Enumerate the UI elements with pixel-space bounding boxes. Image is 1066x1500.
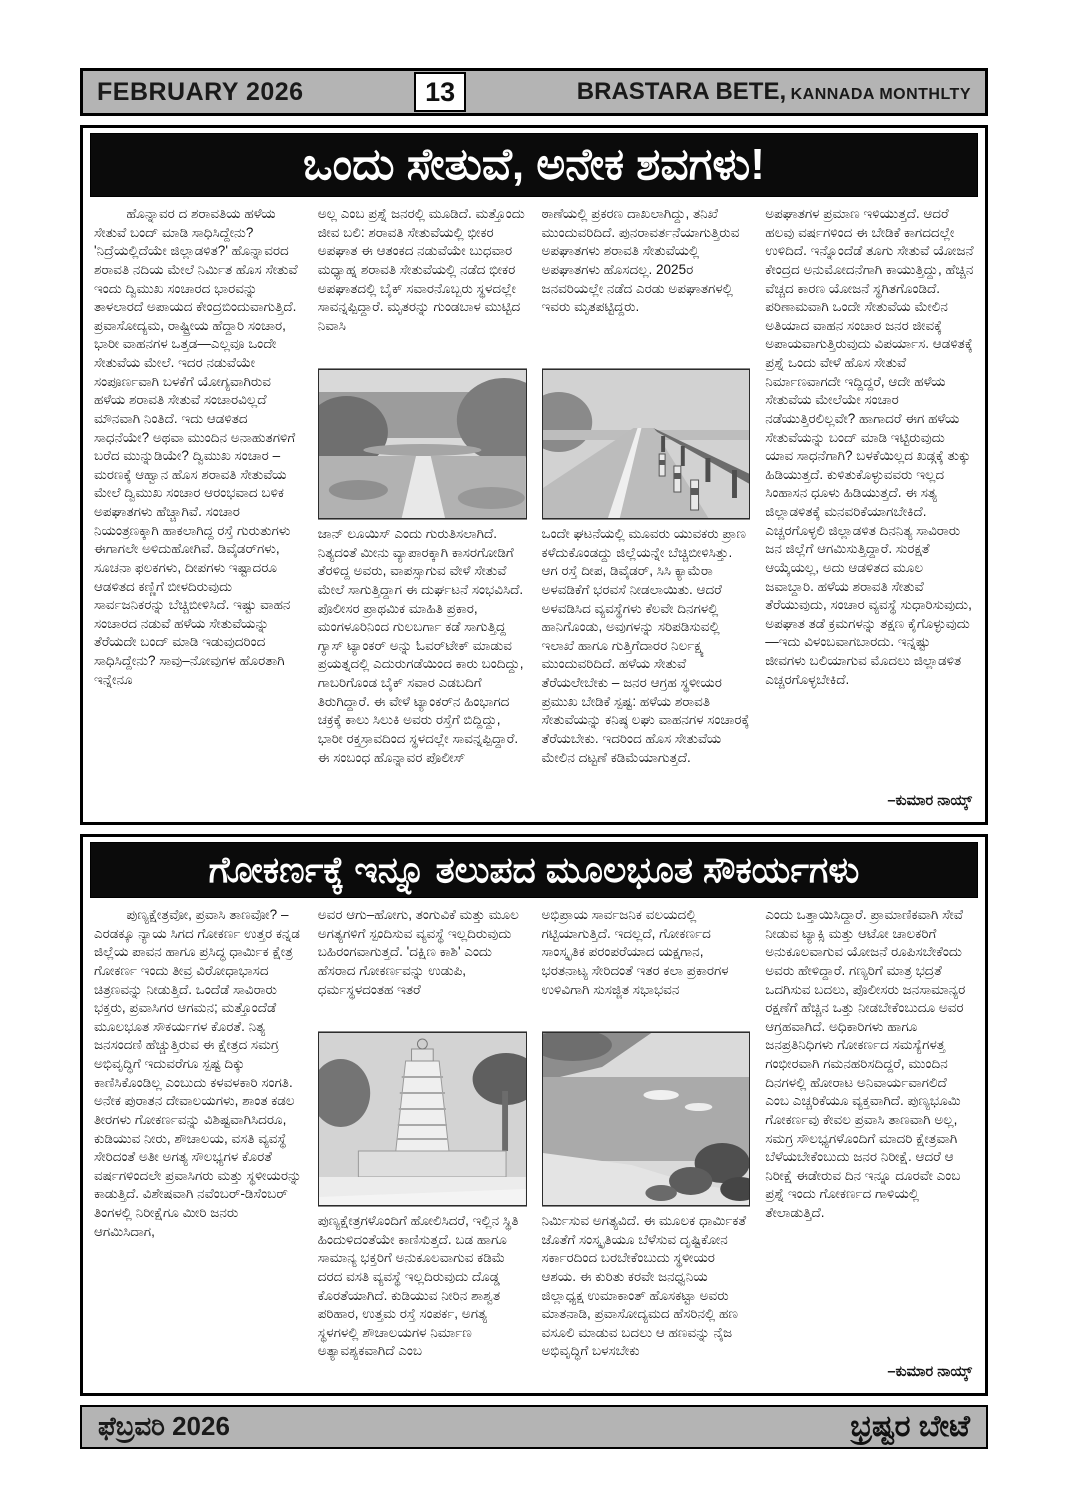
article-bridge-body [90, 197, 978, 817]
article-bridge-col3-top-text: ಠಾಣೆಯಲ್ಲಿ ಪ್ರಕರಣ ದಾಖಲಾಗಿದ್ದು, ತನಿಖೆ ಮುಂದುವರಿದಿದೆ. ಪುನರಾವರ್ತನೆಯಾಗುತ್ತಿರುವ ಅಪಘಾತಗಳು ಶರಾವತಿ ಸೇತುವೆಯಲ್ಲಿ ಅಪಘಾತಗಳು ಹೊಸದಲ್ಲ. 2025ರ ಜನವರಿಯಲ್ಲೇ ನಡೆದ ಎರಡು ಅಪಘಾತಗಳಲ್ಲಿ ಇವರು ಮೃತಪಟ್ಟಿದ್ದರು. [541, 206, 740, 315]
gokarna-temple-illustration [319, 1033, 526, 1205]
footer-bar [80, 1405, 988, 1449]
article-gokarna-body [90, 898, 978, 1388]
masthead-title: BRASTARA BETE, [576, 78, 787, 105]
article-gokarna-col1-text: ಪುಣ್ಯಕ್ಷೇತ್ರವೋ, ಪ್ರವಾಸಿ ತಾಣವೋ? – ಎರಡಕ್ಕೂ ನ್ಯಾಯ ಸಿಗದ ಗೋಕರ್ಣ ಉತ್ತರ ಕನ್ನಡ ಜಿಲ್ಲೆಯ ಪಾವನ ಹಾಗೂ ಪ್ರಸಿದ್ಧ ಧಾರ್ಮಿಕ ಕ್ಷೇತ್ರ ಗೋಕರ್ಣ ಇಂದು ತೀವ್ರ ವಿರೋಧಾಭಾಸದ ಚಿತ್ರಣವನ್ನು ನೀಡುತ್ತಿದೆ. ಒಂದೆಡೆ ಸಾವಿರಾರು ಭಕ್ತರು, ಪ್ರವಾಸಿಗರ ಆಗಮನ; ಮತ್ತೊಂದೆಡೆ ಮೂಲಭೂತ ಸೌಕರ್ಯಗಳ ಕೊರತೆ. ನಿತ್ಯ ಜನಸಂದಣಿ ಹೆಚ್ಚುತ್ತಿರುವ ಈ ಕ್ಷೇತ್ರದ ಸಮಗ್ರ ಅಭಿವೃದ್ಧಿಗೆ ಇದುವರೆಗೂ ಸ್ಪಷ್ಟ ದಿಕ್ಕು ಕಾಣಿಸಿಕೊಂಡಿಲ್ಲ ಎಂಬುದು ಕಳವಳಕಾರಿ ಸಂಗತಿ. ಅನೇಕ ಪುರಾತನ ದೇವಾಲಯಗಳು, ಶಾಂತ ಕಡಲ ತೀರಗಳು ಗೋಕರ್ಣವನ್ನು ವಿಶಿಷ್ಟವಾಗಿಸಿದರೂ, ಕುಡಿಯುವ ನೀರು, ಶೌಚಾಲಯ, ವಸತಿ ವ್ಯವಸ್ಥೆ ಸೇರಿದಂತೆ ಅತೀ ಅಗತ್ಯ ಸೌಲಭ್ಯಗಳ ಕೊರತೆ ವರ್ಷಗಳಿಂದಲೇ ಪ್ರವಾಸಿಗರು ಮತ್ತು ಸ್ಥಳೀಯರನ್ನು ಕಾಡುತ್ತಿದೆ. ವಿಶೇಷವಾಗಿ ನವೆಂಬರ್-ಡಿಸೆಂಬರ್ ತಿಂಗಳಲ್ಲಿ ನಿರೀಕ್ಷೆಗೂ ಮೀರಿ ಜನರು ಆಗಮಿಸಿದಾಗ, [94, 907, 302, 1239]
article-gokarna-col3 [542, 906, 751, 1384]
photo-new-bridge-roadway [542, 369, 751, 519]
article-bridge-col3-bottom-text: ಒಂದೇ ಘಟನೆಯಲ್ಲಿ ಮೂವರು ಯುವಕರು ಪ್ರಾಣ ಕಳೆದುಕೊಂಡದ್ದು ಜಿಲ್ಲೆಯನ್ನೇ ಬೆಚ್ಚಿಬೀಳಿಸಿತ್ತು. ಆಗ ರಸ್ತೆ ದೀಪ, ಡಿವೈಡರ್, ಸಿಸಿ ಕ್ಯಾಮೆರಾ ಅಳವಡಿಕೆಗೆ ಭರವಸೆ ನೀಡಲಾಯಿತು. ಆದರೆ ಅಳವಡಿಸಿದ ವ್ಯವಸ್ಥೆಗಳು ಕೆಲವೇ ದಿನಗಳಲ್ಲಿ ಹಾನಿಗೊಂಡು, ಅವುಗಳನ್ನು ಸರಿಪಡಿಸುವಲ್ಲಿ ಇಲಾಖೆ ಹಾಗೂ ಗುತ್ತಿಗೆದಾರರ ನಿರ್ಲಕ್ಷ್ಯ ಮುಂದುವರಿದಿದೆ. ಹಳೆಯ ಸೇತುವೆ ತೆರೆಯಲೇಬೇಕು – ಜನರ ಆಗ್ರಹ ಸ್ಥಳೀಯರ ಪ್ರಮುಖ ಬೇಡಿಕೆ ಸ್ಪಷ್ಟ: ಹಳೆಯ ಶರಾವತಿ ಸೇತುವೆಯನ್ನು ಕನಿಷ್ಠ ಲಘು ವಾಹನಗಳ ಸಂಚಾರಕ್ಕೆ ತೆರೆಯಬೇಕು. ಇದರಿಂದ ಹೊಸ ಸೇತುವೆಯ ಮೇಲಿನ ದಟ್ಟಣೆ ಕಡಿಮೆಯಾಗುತ್ತದೆ. [541, 526, 750, 765]
article-gokarna [80, 834, 988, 1396]
article-gokarna-col2-bottom-text: ಪುಣ್ಯಕ್ಷೇತ್ರಗಳೊಂದಿಗೆ ಹೋಲಿಸಿದರೆ, ಇಲ್ಲಿನ ಸ್ಥಿತಿ ಹಿಂದುಳಿದಂತೆಯೇ ಕಾಣಿಸುತ್ತದೆ. ಬಡ ಹಾಗೂ ಸಾಮಾನ್ಯ ಭಕ್ತರಿಗೆ ಅನುಕೂಲವಾಗುವ ಕಡಿಮೆ ದರದ ವಸತಿ ವ್ಯವಸ್ಥೆ ಇಲ್ಲದಿರುವುದು ದೊಡ್ಡ ಕೊರತೆಯಾಗಿದೆ. ಕುಡಿಯುವ ನೀರಿನ ಶಾಶ್ವತ ಪರಿಹಾರ, ಉತ್ತಮ ರಸ್ತೆ ಸಂಪರ್ಕ, ಅಗತ್ಯ ಸ್ಥಳಗಳಲ್ಲಿ ಶೌಚಾಲಯಗಳ ನಿರ್ಮಾಣ ಅತ್ಯಾವಶ್ಯಕವಾಗಿದೆ ಎಂಬ [317, 1213, 519, 1359]
photo-gokarna-temple [318, 1032, 527, 1206]
article-bridge-col3 [542, 205, 751, 813]
article-bridge-byline: –ಕುಮಾರ ನಾಯ್ಕ್ [887, 793, 972, 809]
photo-gokarna-beach [542, 1032, 751, 1206]
article-gokarna-col3-bottom-text: ನಿರ್ಮಿಸುವ ಅಗತ್ಯವಿದೆ. ಈ ಮೂಲಕ ಧಾರ್ಮಿಕತೆ ಜೊತೆಗೆ ಸಂಸ್ಕೃತಿಯೂ ಬೆಳೆಸುವ ದೃಷ್ಟಿಕೋನ ಸರ್ಕಾರದಿಂದ ಬರಬೇಕೆಂಬುದು ಸ್ಥಳೀಯರ ಆಶಯ. ಈ ಕುರಿತು ಕರವೇ ಜನಧ್ವನಿಯ ಜಿಲ್ಲಾಧ್ಯಕ್ಷ ಉಮಾಕಾಂತ್ ಹೊಸಕಟ್ಟಾ ಅವರು ಮಾತನಾಡಿ, ಪ್ರವಾಸೋದ್ಯಮದ ಹೆಸರಿನಲ್ಲಿ ಹಣ ವಸೂಲಿ ಮಾಡುವ ಬದಲು ಆ ಹಣವನ್ನು ನೈಜ ಅಭಿವೃದ್ಧಿಗೆ ಬಳಸಬೇಕು [541, 1213, 747, 1359]
page-number: 13 [414, 72, 466, 112]
article-bridge-col2 [318, 205, 527, 813]
article-bridge-col2-top-text: ಅಲ್ಲ ಎಂಬ ಪ್ರಶ್ನೆ ಜನರಲ್ಲಿ ಮೂಡಿದೆ. ಮತ್ತೊಂದು ಜೀವ ಬಲಿ: ಶರಾವತಿ ಸೇತುವೆಯಲ್ಲಿ ಭೀಕರ ಅಪಘಾತ ಈ ಆತಂಕದ ನಡುವೆಯೇ ಬುಧವಾರ ಮಧ್ಯಾಹ್ನ ಶರಾವತಿ ಸೇತುವೆಯಲ್ಲಿ ನಡೆದ ಭೀಕರ ಅಪಘಾತದಲ್ಲಿ ಬೈಕ್ ಸವಾರನೊಬ್ಬರು ಸ್ಥಳದಲ್ಲೇ ಸಾವನ್ನಪ್ಪಿದ್ದಾರೆ. ಮೃತರನ್ನು ಗುಂಡಬಾಳ ಮುಟ್ಟಿದ ನಿವಾಸಿ [317, 206, 525, 333]
article-bridge-headline: ಒಂದು ಸೇತುವೆ, ಅನೇಕ ಶವಗಳು! [90, 133, 978, 197]
issue-date: FEBRUARY 2026 [97, 77, 304, 106]
article-gokarna-col4-text: ಎಂದು ಒತ್ತಾಯಿಸಿದ್ದಾರೆ. ಪ್ರಾಮಾಣಿಕವಾಗಿ ಸೇವೆ ನೀಡುವ ಟ್ಯಾಕ್ಸಿ ಮತ್ತು ಆಟೋ ಚಾಲಕರಿಗೆ ಅನುಕೂಲವಾಗುವ ಯೋಜನೆ ರೂಪಿಸಬೇಕೆಂದು ಅವರು ಹೇಳಿದ್ದಾರೆ. ಗಣ್ಯರಿಗೆ ಮಾತ್ರ ಭದ್ರತೆ ಒದಗಿಸುವ ಬದಲು, ಪೊಲೀಸರು ಜನಸಾಮಾನ್ಯರ ರಕ್ಷಣೆಗೆ ಹೆಚ್ಚಿನ ಒತ್ತು ನೀಡಬೇಕೆಂಬುದೂ ಅವರ ಆಗ್ರಹವಾಗಿದೆ. ಅಧಿಕಾರಿಗಳು ಹಾಗೂ ಜನಪ್ರತಿನಿಧಿಗಳು ಗೋಕರ್ಣದ ಸಮಸ್ಯೆಗಳತ್ತ ಗಂಭೀರವಾಗಿ ಗಮನಹರಿಸದಿದ್ದರೆ, ಮುಂದಿನ ದಿನಗಳಲ್ಲಿ ಹೋರಾಟ ಅನಿವಾರ್ಯವಾಗಲಿದೆ ಎಂಬ ಎಚ್ಚರಿಕೆಯೂ ವ್ಯಕ್ತವಾಗಿದೆ. ಪುಣ್ಯಭೂಮಿ ಗೋಕರ್ಣವು ಕೇವಲ ಪ್ರವಾಸಿ ತಾಣವಾಗಿ ಅಲ್ಲ, ಸಮಗ್ರ ಸೌಲಭ್ಯಗಳೊಂದಿಗೆ ಮಾದರಿ ಕ್ಷೇತ್ರವಾಗಿ ಬೆಳೆಯಬೇಕೆಂಬುದು ಜನರ ನಿರೀಕ್ಷೆ. ಆದರೆ ಆ ನಿರೀಕ್ಷೆ ಈಡೇರುವ ದಿನ ಇನ್ನೂ ದೂರವೇ ಎಂಬ ಪ್ರಶ್ನೆ ಇಂದು ಗೋಕರ್ಣದ ಗಾಳಿಯಲ್ಲಿ ತೇಲಾಡುತ್ತಿದೆ. [765, 907, 966, 1220]
article-gokarna-col1 [94, 906, 303, 1384]
masthead [577, 78, 971, 106]
article-bridge-col4 [765, 205, 974, 813]
masthead-subtitle: KANNADA MONTHLTY [790, 86, 971, 103]
article-gokarna-byline: –ಕುಮಾರ ನಾಯ್ಕ್ [887, 1364, 972, 1380]
photo-old-bridge-approach [318, 369, 527, 519]
article-bridge-col1 [94, 205, 303, 813]
article-bridge [80, 125, 988, 825]
article-bridge-col4-text: ಅಪಘಾತಗಳ ಪ್ರಮಾಣ ಇಳಿಯುತ್ತದೆ. ಆದರೆ ಹಲವು ವರ್ಷಗಳಿಂದ ಈ ಬೇಡಿಕೆ ಕಾಗದದಲ್ಲೇ ಉಳಿದಿದೆ. ಇನ್ನೊಂದೆಡೆ ತೂಗು ಸೇತುವೆ ಯೋಜನೆ ಕೇಂದ್ರದ ಅನುಮೋದನೆಗಾಗಿ ಕಾಯುತ್ತಿದ್ದು, ಹೆಚ್ಚಿನ ವೆಚ್ಚದ ಕಾರಣ ಯೋಜನೆ ಸ್ಥಗಿತಗೊಂಡಿದೆ. ಪರಿಣಾಮವಾಗಿ ಒಂದೇ ಸೇತುವೆಯ ಮೇಲಿನ ಅತಿಯಾದ ವಾಹನ ಸಂಚಾರ ಜನರ ಜೀವಕ್ಕೆ ಅಪಾಯವಾಗುತ್ತಿರುವುದು ವಿಪರ್ಯಾಸ. ಆಡಳಿತಕ್ಕೆ ಪ್ರಶ್ನೆ ಒಂದು ವೇಳೆ ಹೊಸ ಸೇತುವೆ ನಿರ್ಮಾಣವಾಗದೇ ಇದ್ದಿದ್ದರೆ, ಆದೇ ಹಳೆಯ ಸೇತುವೆಯ ಮೇಲೆಯೇ ಸಂಚಾರ ನಡೆಯುತ್ತಿರಲಿಲ್ಲವೇ? ಹಾಗಾದರೆ ಈಗ ಹಳೆಯ ಸೇತುವೆಯನ್ನು ಬಂದ್ ಮಾಡಿ ಇಟ್ಟಿರುವುದು ಯಾವ ಸಾಧನೆಗಾಗಿ? ಬಳಕೆಯಿಲ್ಲದ ಖಡ್ಗಕ್ಕೆ ತುಕ್ಕು ಹಿಡಿಯುತ್ತದೆ. ಕುಳಿತುಕೊಳ್ಳುವವರು ಇಲ್ಲದ ಸಿಂಹಾಸನ ಧೂಳು ಹಿಡಿಯುತ್ತದೆ. ಈ ಸತ್ಯ ಜಿಲ್ಲಾಡಳಿತಕ್ಕೆ ಮನವರಿಕೆಯಾಗಬೇಕಿದೆ. ಎಚ್ಚರಗೊಳ್ಳಲಿ ಜಿಲ್ಲಾಡಳಿತ ದಿನನಿತ್ಯ ಸಾವಿರಾರು ಜನ ಜಿಲ್ಲೆಗೆ ಆಗಮಿಸುತ್ತಿದ್ದಾರೆ. ಸುರಕ್ಷತೆ ಆಯ್ಕೆಯಲ್ಲ, ಅದು ಆಡಳಿತದ ಮೂಲ ಜವಾಬ್ದಾರಿ. ಹಳೆಯ ಶರಾವತಿ ಸೇತುವೆ ತೆರೆಯುವುದು, ಸಂಚಾರ ವ್ಯವಸ್ಥೆ ಸುಧಾರಿಸುವುದು, ಅಪಘಾತ ತಡೆ ಕ್ರಮಗಳನ್ನು ತಕ್ಷಣ ಕೈಗೊಳ್ಳುವುದು—ಇದು ವಿಳಂಬವಾಗಬಾರದು. ಇನ್ನಷ್ಟು ಜೀವಗಳು ಬಲಿಯಾಗುವ ಮೊದಲು ಜಿಲ್ಲಾಡಳಿತ ಎಚ್ಚರಗೊಳ್ಳಬೇಕಿದೆ. [765, 206, 974, 687]
article-gokarna-col2-top-text: ಅವರ ಆಗು–ಹೋಗು, ತಂಗುವಿಕೆ ಮತ್ತು ಮೂಲ ಅಗತ್ಯಗಳಿಗೆ ಸ್ಪಂದಿಸುವ ವ್ಯವಸ್ಥೆ ಇಲ್ಲದಿರುವುದು ಬಹಿರಂಗವಾಗುತ್ತದೆ. 'ದಕ್ಷಿಣ ಕಾಶಿ' ಎಂದು ಹೆಸರಾದ ಗೋಕರ್ಣವನ್ನು ಉಡುಪಿ, ಧರ್ಮಸ್ಥಳದಂತಹ ಇತರೆ [317, 907, 519, 997]
gokarna-beach-illustration [543, 1033, 750, 1205]
article-gokarna-headline: ಗೋಕರ್ಣಕ್ಕೆ ಇನ್ನೂ ತಲುಪದ ಮೂಲಭೂತ ಸೌಕರ್ಯಗಳು [90, 842, 978, 898]
header-bar [80, 68, 988, 116]
footer-publication-name: ಭ್ರಷ್ಟರ ಬೇಟೆ [850, 1410, 970, 1443]
article-bridge-col2-bottom-text: ಜಾನ್ ಲೂಯಿಸ್ ಎಂದು ಗುರುತಿಸಲಾಗಿದೆ. ನಿತ್ಯದಂತೆ ಮೀನು ವ್ಯಾಪಾರಕ್ಕಾಗಿ ಕಾಸರಗೋಡಿಗೆ ತೆರಳಿದ್ದ ಅವರು, ವಾಪಸ್ಸಾಗುವ ವೇಳೆ ಸೇತುವೆ ಮೇಲೆ ಸಾಗುತ್ತಿದ್ದಾಗ ಈ ದುರ್ಘಟನೆ ಸಂಭವಿಸಿದೆ. ಪೊಲೀಸರ ಪ್ರಾಥಮಿಕ ಮಾಹಿತಿ ಪ್ರಕಾರ, ಮಂಗಳೂರಿನಿಂದ ಗುಲಬರ್ಗಾ ಕಡೆ ಸಾಗುತ್ತಿದ್ದ ಗ್ಯಾಸ್ ಟ್ಯಾಂಕರ್ ಅನ್ನು ಓವರ್‌ಟೇಕ್ ಮಾಡುವ ಪ್ರಯತ್ನದಲ್ಲಿ ಎದುರುಗಡೆಯಿಂದ ಕಾರು ಬಂದಿದ್ದು, ಗಾಬರಿಗೊಂಡ ಬೈಕ್ ಸವಾರ ಎಡಬದಿಗೆ ತಿರುಗಿದ್ದಾರೆ. ಈ ವೇಳೆ ಟ್ಯಾಂಕರ್‌ನ ಹಿಂಭಾಗದ ಚಕ್ರಕ್ಕೆ ಕಾಲು ಸಿಲುಕಿ ಅವರು ರಸ್ತೆಗೆ ಬಿದ್ದಿದ್ದು, ಭಾರೀ ರಕ್ತಸ್ರಾವದಿಂದ ಸ್ಥಳದಲ್ಲೇ ಸಾವನ್ನಪ್ಪಿದ್ದಾರೆ. ಈ ಸಂಬಂಧ ಹೊನ್ನಾವರ ಪೊಲೀಸ್ [317, 526, 524, 765]
new-bridge-roadway-illustration [543, 370, 750, 518]
article-gokarna-col2 [318, 906, 527, 1384]
article-gokarna-col3-top-text: ಅಭಿಪ್ರಾಯ ಸಾರ್ವಜನಿಕ ವಲಯದಲ್ಲಿ ಗಟ್ಟಿಯಾಗುತ್ತಿದೆ. ಇದಲ್ಲದೆ, ಗೋಕರ್ಣದ ಸಾಂಸ್ಕೃತಿಕ ಪರಂಪರೆಯಾದ ಯಕ್ಷಗಾನ, ಭರತನಾಟ್ಯ ಸೇರಿದಂತೆ ಇತರ ಕಲಾ ಪ್ರಕಾರಗಳ ಉಳಿವಿಗಾಗಿ ಸುಸಜ್ಜಿತ ಸಭಾಭವನ [541, 907, 729, 997]
article-gokarna-col4 [765, 906, 974, 1384]
old-bridge-approach-illustration [319, 370, 526, 518]
footer-date: ಫೆಬ್ರವರಿ 2026 [98, 1411, 230, 1441]
article-bridge-col1-text: ಹೊನ್ನಾವರ ದ ಶರಾವತಿಯ ಹಳೆಯ ಸೇತುವೆ ಬಂದ್ ಮಾಡಿ ಸಾಧಿಸಿದ್ದೇನು? 'ನಿದ್ರೆಯಲ್ಲಿದೆಯೇ ಜಿಲ್ಲಾಡಳಿತ?' ಹೊನ್ನಾವರದ ಶರಾವತಿ ನದಿಯ ಮೇಲೆ ನಿರ್ಮಿತ ಹೊಸ ಸೇತುವೆ ಇಂದು ದ್ವಿಮುಖ ಸಂಚಾರದ ಭಾರವನ್ನು ತಾಳಲಾರದೆ ಅಪಾಯದ ಕೇಂದ್ರಬಿಂದುವಾಗುತ್ತಿದೆ. ಪ್ರವಾಸೋದ್ಯಮ, ರಾಷ್ಟ್ರೀಯ ಹೆದ್ದಾರಿ ಸಂಚಾರ, ಭಾರೀ ವಾಹನಗಳ ಒತ್ತಡ—ಎಲ್ಲವೂ ಒಂದೇ ಸೇತುವೆಯ ಮೇಲೆ. ಇದರ ನಡುವೆಯೇ ಸಂಪೂರ್ಣವಾಗಿ ಬಳಕೆಗೆ ಯೋಗ್ಯವಾಗಿರುವ ಹಳೆಯ ಶರಾವತಿ ಸೇತುವೆ ಸಂಚಾರವಿಲ್ಲದೆ ಮೌನವಾಗಿ ನಿಂತಿದೆ. ಇದು ಆಡಳಿತದ ಸಾಧನೆಯೇ? ಅಥವಾ ಮುಂದಿನ ಅನಾಹುತಗಳಿಗೆ ಬರೆದ ಮುನ್ನುಡಿಯೇ? ದ್ವಿಮುಖ ಸಂಚಾರ – ಮರಣಕ್ಕೆ ಆಹ್ವಾನ ಹೊಸ ಶರಾವತಿ ಸೇತುವೆಯ ಮೇಲೆ ದ್ವಿಮುಖ ಸಂಚಾರ ಆರಂಭವಾದ ಬಳಿಕ ಅಪಘಾತಗಳು ಹೆಚ್ಚಾಗಿವೆ. ಸಂಚಾರ ನಿಯಂತ್ರಣಕ್ಕಾಗಿ ಹಾಕಲಾಗಿದ್ದ ರಸ್ತೆ ಗುರುತುಗಳು ಈಗಾಗಲೇ ಅಳಿದುಹೋಗಿವೆ. ಡಿವೈಡರ್‌ಗಳು, ಸೂಚನಾ ಫಲಕಗಳು, ದೀಪಗಳು ಇಷ್ಟಾದರೂ ಆಡಳಿತದ ಕಣ್ಣಿಗೆ ಬೀಳದಿರುವುದು ಸಾರ್ವಜನಿಕರನ್ನು ಬೆಚ್ಚಿಬೀಳಿಸಿದೆ. ಇಷ್ಟು ವಾಹನ ಸಂಚಾರದ ನಡುವೆ ಹಳೆಯ ಸೇತುವೆಯನ್ನು ತೆರೆಯದೇ ಬಂದ್ ಮಾಡಿ ಇಡುವುದರಿಂದ ಸಾಧಿಸಿದ್ದೇನು? ಸಾವು–ನೋವುಗಳ ಹೊರತಾಗಿ ಇನ್ನೇನೂ [94, 206, 298, 687]
